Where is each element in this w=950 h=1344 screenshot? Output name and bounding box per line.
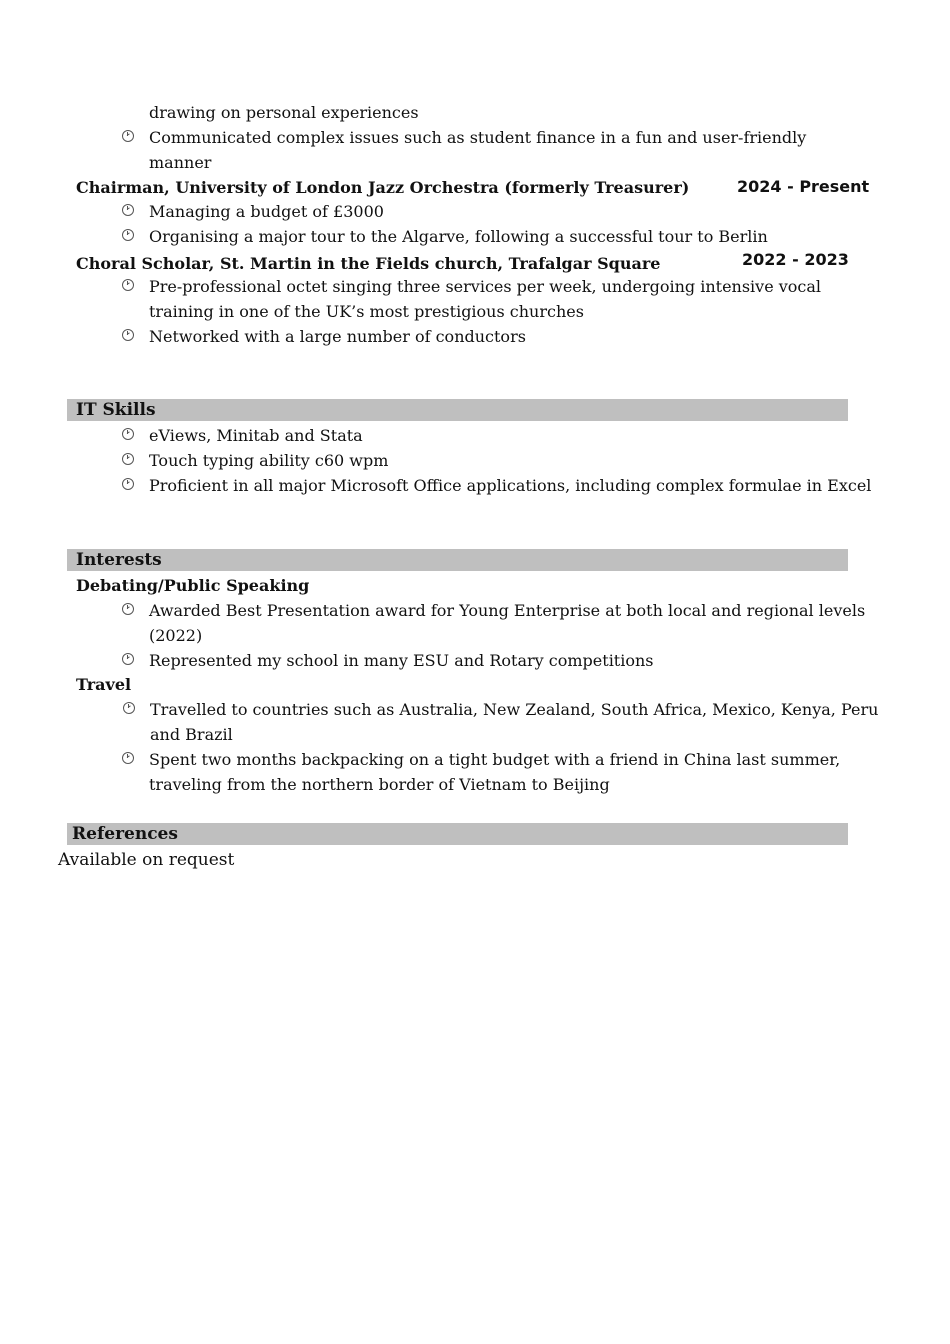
- it-skill-item: Touch typing ability c60 wpm: [149, 451, 389, 470]
- interest-subheading-travel: Travel: [76, 675, 132, 694]
- clock-bullet-icon: [122, 279, 134, 291]
- debating-bullet-text: Represented my school in many ESU and Rotary competitions: [149, 651, 654, 670]
- debating-bullet-text: Awarded Best Presentation award for Young Enterprise at both local and regional levels: [149, 601, 866, 620]
- job-date-jazz: 2024 - Present: [737, 177, 870, 196]
- clock-bullet-icon: [122, 130, 134, 142]
- section-bar-references: [67, 823, 848, 845]
- section-heading-references: References: [72, 824, 178, 844]
- choral-bullet-text: training in one of the UK’s most prestigious churches: [149, 302, 584, 321]
- travel-bullet-text: Spent two months backpacking on a tight budget with a friend in China last summer,: [149, 750, 841, 769]
- prev-job-bullet-text: manner: [149, 153, 212, 172]
- job-date-choral: 2022 - 2023: [742, 250, 849, 269]
- prev-job-bullet-text: Communicated complex issues such as student finance in a fun and user-friendly: [149, 128, 807, 147]
- choral-bullet-text: Pre-professional octet singing three services per week, undergoing intensive vocal: [149, 277, 822, 296]
- clock-bullet-icon: [122, 329, 134, 341]
- clock-bullet-icon: [122, 204, 134, 216]
- clock-bullet-icon: [122, 478, 134, 490]
- clock-bullet-icon: [122, 453, 134, 465]
- jazz-bullet-text: Managing a budget of £3000: [149, 202, 384, 221]
- clock-bullet-icon: [122, 428, 134, 440]
- job-title-jazz: Chairman, University of London Jazz Orchestra (formerly Treasurer): [76, 178, 690, 197]
- choral-bullet-text: Networked with a large number of conductors: [149, 327, 526, 346]
- references-text: Available on request: [58, 850, 235, 870]
- clock-bullet-icon: [122, 229, 134, 241]
- interest-subheading-debating: Debating/Public Speaking: [76, 576, 310, 595]
- it-skill-item: Proficient in all major Microsoft Office applications, including complex formulae in Excel: [149, 476, 872, 495]
- debating-bullet-text: (2022): [149, 626, 203, 645]
- it-skill-item: eViews, Minitab and Stata: [149, 426, 363, 445]
- job-title-choral: Choral Scholar, St. Martin in the Fields church, Trafalgar Square: [76, 254, 661, 273]
- travel-bullet-text: and Brazil: [150, 725, 233, 744]
- jazz-bullet-text: Organising a major tour to the Algarve, following a successful tour to Berlin: [149, 227, 768, 246]
- travel-bullet-text: Travelled to countries such as Australia, New Zealand, South Africa, Mexico, Kenya, Peru: [150, 700, 879, 719]
- clock-bullet-icon: [122, 603, 134, 615]
- section-heading-interests: Interests: [76, 550, 162, 570]
- clock-bullet-icon: [122, 752, 134, 764]
- prev-job-bullet-continuation: drawing on personal experiences: [149, 103, 419, 122]
- section-heading-it-skills: IT Skills: [76, 400, 156, 420]
- section-bar-interests: [67, 549, 848, 571]
- section-bar-it-skills: [67, 399, 848, 421]
- clock-bullet-icon: [122, 653, 134, 665]
- clock-bullet-icon: [123, 702, 135, 714]
- travel-bullet-text: traveling from the northern border of Vietnam to Beijing: [149, 775, 610, 794]
